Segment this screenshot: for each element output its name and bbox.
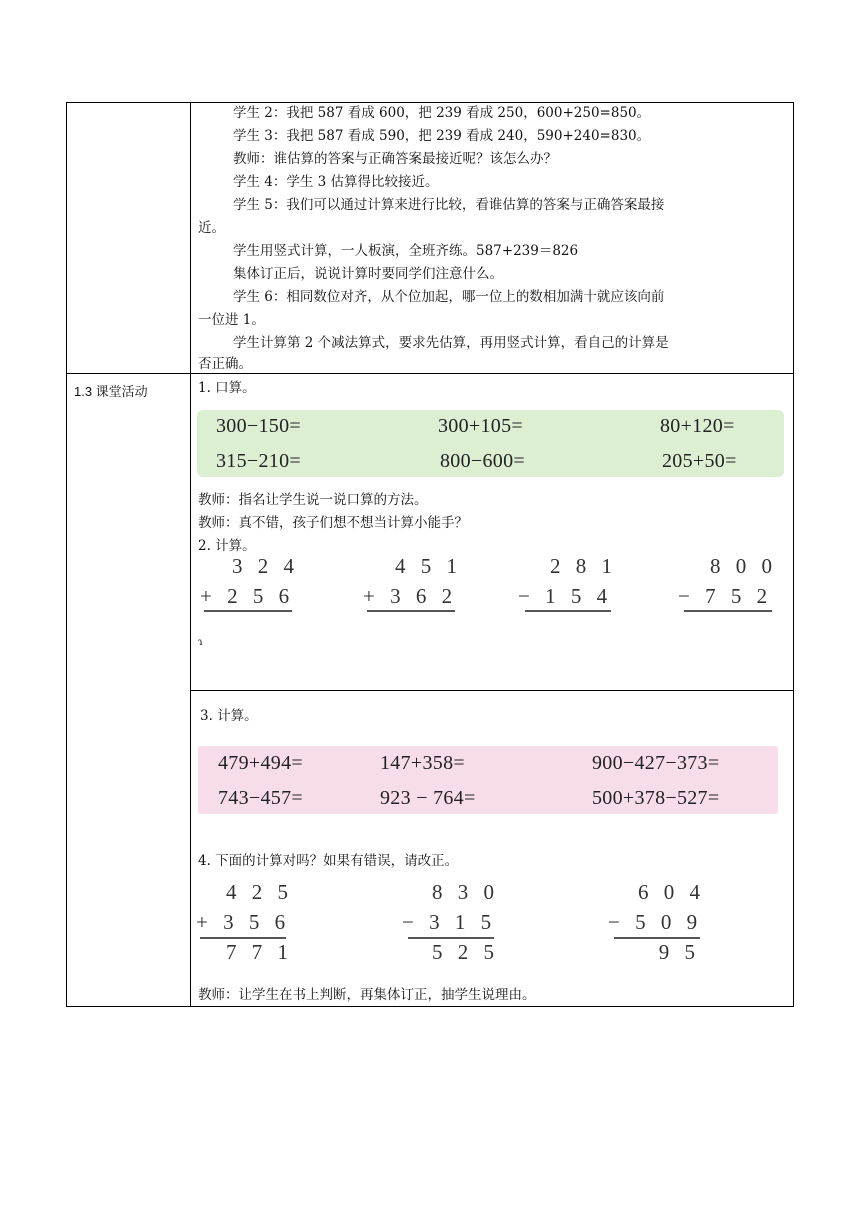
text-line: 学生 3：我把 587 看成 590，把 239 看成 240，590+240=830。 <box>233 128 651 144</box>
vertical-top: 8 0 0 <box>710 554 777 578</box>
oral-equation: 315−210= <box>216 450 301 472</box>
calc-equation: 900−427−373= <box>592 752 720 774</box>
text-line: 集体订正后，说说计算时要同学们注意什么。 <box>233 266 503 282</box>
calc-equation: 479+494= <box>218 752 303 774</box>
text-line: 近。 <box>198 220 225 236</box>
text-line: 学生 5：我们可以通过计算来进行比较，看谁估算的答案与正确答案最接 <box>233 197 665 213</box>
oral-equation: 800−600= <box>440 450 525 472</box>
teacher-line: 教师：指名让学生说一说口算的方法。 <box>198 492 428 508</box>
calc-equation: 147+358= <box>380 752 465 774</box>
check-top: 6 0 4 <box>638 880 705 904</box>
calc-underline <box>367 610 455 612</box>
vertical-bottom: − 7 5 2 <box>678 584 773 608</box>
calc-equation: 500+378−527= <box>592 787 720 809</box>
check-result: 9 5 <box>658 940 700 964</box>
calc-underline <box>204 610 292 612</box>
row-divider-1 <box>66 373 794 374</box>
vertical-top: 3 2 4 <box>232 554 299 578</box>
stray-mark: ɿ <box>198 637 203 648</box>
table-left-border <box>66 102 67 1007</box>
check-bottom: − 3 1 5 <box>402 910 497 934</box>
check-bottom: + 3 5 6 <box>196 910 291 934</box>
vertical-bottom: − 1 5 4 <box>518 584 613 608</box>
calc-underline <box>614 937 700 939</box>
calc-underline <box>408 937 494 939</box>
teacher-line: 教师：真不错，孩子们想不想当计算小能手？ <box>198 515 468 531</box>
text-line: 学生 4：学生 3 估算得比较接近。 <box>233 174 439 190</box>
row-divider-2 <box>190 690 794 691</box>
vertical-top: 2 8 1 <box>550 554 617 578</box>
column-divider <box>190 102 191 1007</box>
text-line: 一位进 1。 <box>198 312 265 328</box>
item2-title: 2. 计算。 <box>198 538 256 554</box>
calc-equation: 923 − 764= <box>380 787 476 809</box>
check-top: 8 3 0 <box>432 880 499 904</box>
text-line: 学生 2：我把 587 看成 600，把 239 看成 250，600+250=850。 <box>233 105 651 121</box>
text-line: 教师：谁估算的答案与正确答案最接近呢？该怎么办？ <box>233 151 557 167</box>
item1-title: 1. 口算。 <box>198 380 256 396</box>
text-line: 学生计算第 2 个减法算式，要求先估算，再用竖式计算，看自己的计算是 <box>233 335 669 351</box>
check-result: 7 7 1 <box>226 940 293 964</box>
final-teacher-line: 教师：让学生在书上判断，再集体订正，抽学生说理由。 <box>198 987 536 1003</box>
table-bottom-border <box>66 1006 794 1007</box>
vertical-bottom: + 2 5 6 <box>200 584 295 608</box>
calc-underline <box>684 610 772 612</box>
check-result: 5 2 5 <box>432 940 499 964</box>
check-top: 4 2 5 <box>226 880 293 904</box>
text-line: 学生 6：相同数位对齐，从个位加起，哪一位上的数相加满十就应该向前 <box>233 289 665 305</box>
oral-equation: 300−150= <box>216 415 301 437</box>
calc-underline <box>200 937 286 939</box>
section-label: 1.3 课堂活动 <box>74 384 148 399</box>
check-bottom: − 5 0 9 <box>608 910 703 934</box>
item3-title: 3. 计算。 <box>200 708 258 724</box>
calc-equation: 743−457= <box>218 787 303 809</box>
vertical-bottom: + 3 6 2 <box>363 584 458 608</box>
item4-title: 4. 下面的计算对吗？如果有错误，请改正。 <box>198 853 459 869</box>
calc-underline <box>525 610 611 612</box>
oral-equation: 80+120= <box>660 415 735 437</box>
text-line: 学生用竖式计算，一人板演，全班齐练。587+239＝826 <box>233 243 579 259</box>
oral-equation: 300+105= <box>438 415 523 437</box>
vertical-top: 4 5 1 <box>395 554 462 578</box>
text-line: 否正确。 <box>198 356 252 372</box>
oral-equation: 205+50= <box>662 450 737 472</box>
table-right-border <box>793 102 794 1007</box>
